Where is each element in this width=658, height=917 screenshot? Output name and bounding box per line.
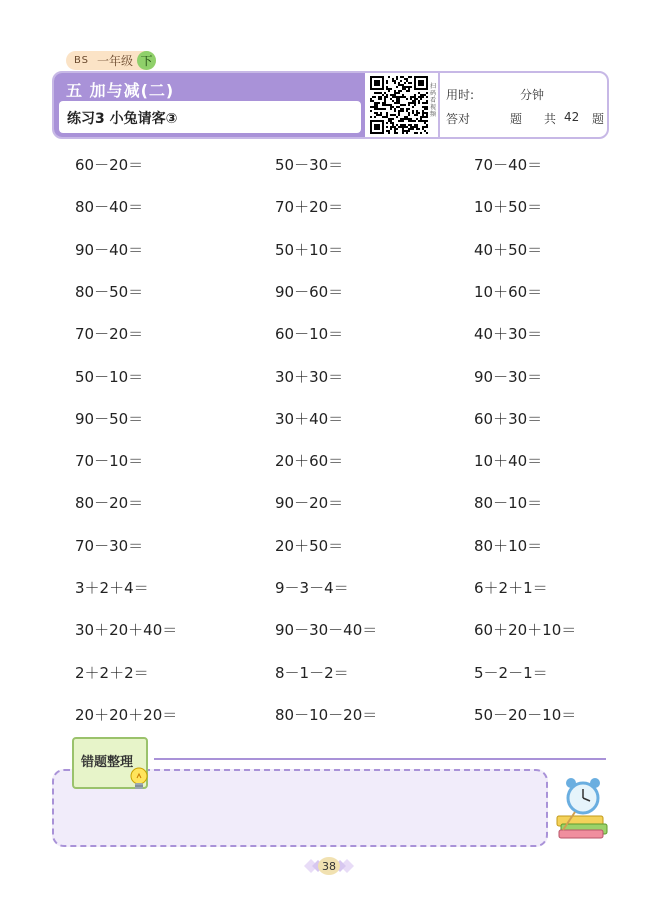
problem-item: 90－30－40＝ <box>275 621 378 639</box>
section-divider <box>154 758 606 760</box>
problem-item: 70＋20＝ <box>275 198 344 216</box>
edition-label: BS <box>74 55 90 66</box>
unit-title: 五 加与减(二) <box>66 81 175 100</box>
problem-item: 40＋50＝ <box>474 241 543 259</box>
problem-item: 10＋40＝ <box>474 452 543 470</box>
time-label: 用时: <box>446 88 475 102</box>
time-row <box>446 86 545 103</box>
page-number: 38 <box>318 857 340 875</box>
lightbulb-icon <box>128 766 150 794</box>
problem-item: 50－20－10＝ <box>474 706 577 724</box>
problem-item: 60－20＝ <box>75 156 144 174</box>
score-panel <box>438 73 607 137</box>
problem-item: 3＋2＋4＝ <box>75 579 149 597</box>
correct-label: 答对 <box>446 112 471 126</box>
problem-item: 50－30＝ <box>275 156 344 174</box>
problem-item: 20＋50＝ <box>275 537 344 555</box>
problem-item: 5－2－1＝ <box>474 664 548 682</box>
correct-unit: 题 <box>510 112 523 126</box>
problem-item: 10＋60＝ <box>474 283 543 301</box>
problem-item: 70－30＝ <box>75 537 144 555</box>
qr-code-icon[interactable] <box>370 76 428 134</box>
problem-item: 40＋30＝ <box>474 325 543 343</box>
total-label: 共 <box>544 112 557 126</box>
page-number-badge <box>304 854 354 878</box>
total-unit: 题 <box>592 112 605 126</box>
problem-item: 70－20＝ <box>75 325 144 343</box>
problem-item: 90－20＝ <box>275 494 344 512</box>
alarm-clock-icon <box>555 772 611 840</box>
problem-item: 8－1－2＝ <box>275 664 349 682</box>
problem-item: 50＋10＝ <box>275 241 344 259</box>
qr-caption: 扫码看视频 <box>430 83 437 118</box>
problem-item: 90－30＝ <box>474 368 543 386</box>
title-panel <box>54 73 365 137</box>
problem-item: 30＋30＝ <box>275 368 344 386</box>
time-unit: 分钟 <box>520 88 545 102</box>
grade-label: 一年级 <box>97 54 134 68</box>
problem-item: 80－50＝ <box>75 283 144 301</box>
problem-item: 70－10＝ <box>75 452 144 470</box>
problem-item: 80－40＝ <box>75 198 144 216</box>
problem-item: 70－40＝ <box>474 156 543 174</box>
problem-item: 30＋40＝ <box>275 410 344 428</box>
problem-item: 10＋50＝ <box>474 198 543 216</box>
lesson-header <box>52 71 609 139</box>
lesson-title-box <box>59 101 361 133</box>
problem-item: 60＋20＋10＝ <box>474 621 577 639</box>
lesson-title: 练习3 小兔请客③ <box>67 111 178 127</box>
problem-item: 60－10＝ <box>275 325 344 343</box>
problem-item: 90－40＝ <box>75 241 144 259</box>
problem-item: 2＋2＋2＝ <box>75 664 149 682</box>
problem-item: 20＋20＋20＝ <box>75 706 178 724</box>
total-count: 42 <box>564 110 580 124</box>
term-badge: 下 <box>137 51 156 70</box>
problem-item: 60＋30＝ <box>474 410 543 428</box>
problem-item: 90－50＝ <box>75 410 144 428</box>
problem-item: 80＋10＝ <box>474 537 543 555</box>
problem-item: 9－3－4＝ <box>275 579 349 597</box>
score-row <box>446 110 605 127</box>
problem-item: 80－10＝ <box>474 494 543 512</box>
problem-item: 80－20＝ <box>75 494 144 512</box>
mistakes-label: 错题整理 <box>81 755 134 770</box>
problem-item: 6＋2＋1＝ <box>474 579 548 597</box>
problem-item: 50－10＝ <box>75 368 144 386</box>
problem-item: 30＋20＋40＝ <box>75 621 178 639</box>
grade-tag <box>66 51 156 70</box>
problem-item: 20＋60＝ <box>275 452 344 470</box>
problem-item: 80－10－20＝ <box>275 706 378 724</box>
problem-item: 90－60＝ <box>275 283 344 301</box>
